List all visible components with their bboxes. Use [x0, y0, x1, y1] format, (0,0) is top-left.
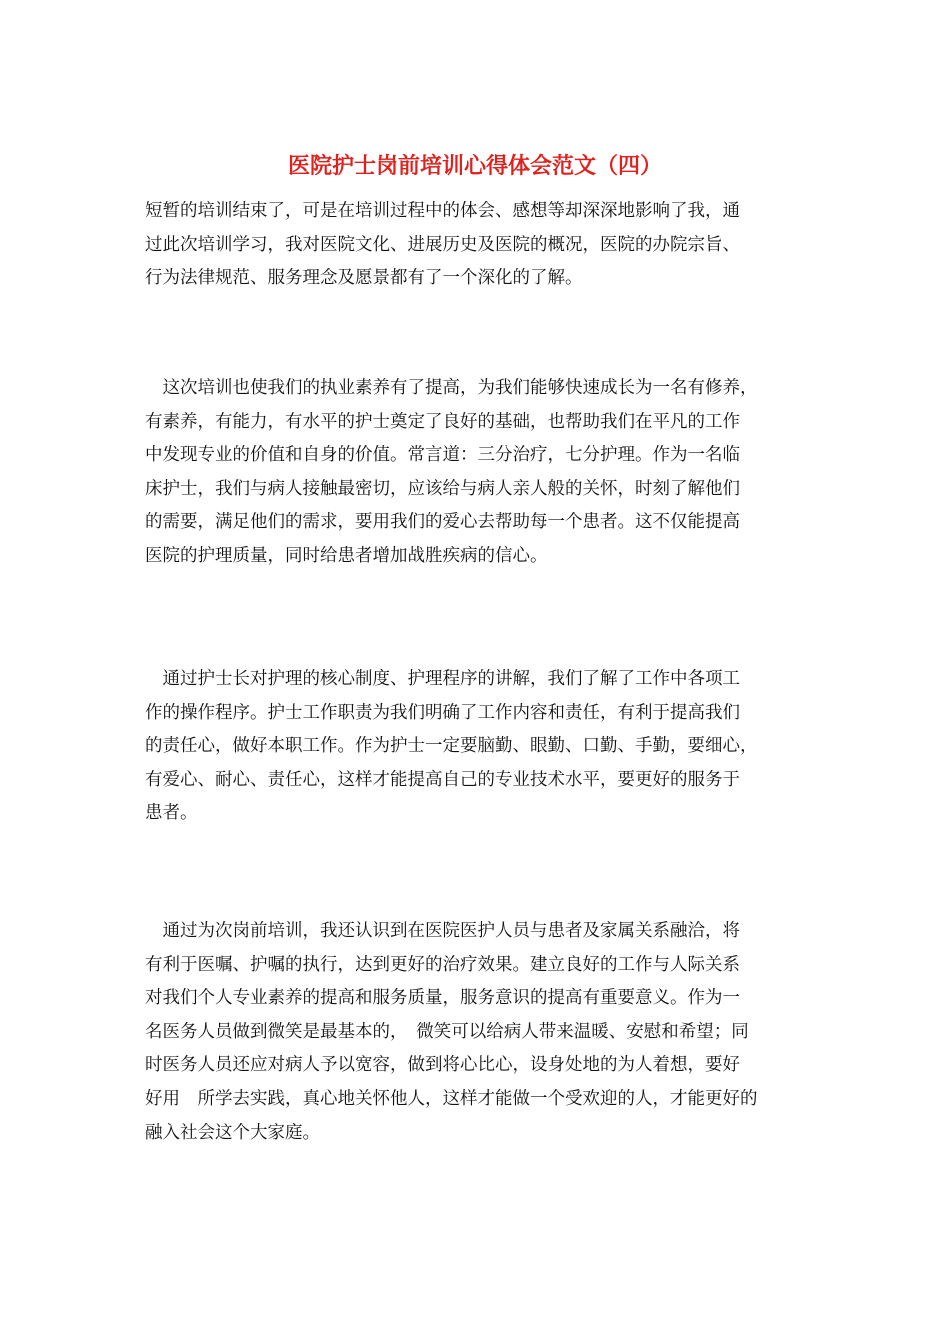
paragraph-2 [145, 372, 815, 574]
paragraph-line: 融入社会这个大家庭。 [145, 1122, 320, 1143]
paragraph-line: 好用 所学去实践，真心地关怀他人，这样才能做一个受欢迎的人，才能更好的 [145, 1088, 758, 1109]
paragraph-line: 时医务人员还应对病人予以宽容，做到将心比心，设身处地的为人着想，要好 [145, 1055, 740, 1076]
paragraph-line: 名医务人员做到微笑是最基本的， 微笑可以给病人带来温暖、安慰和希望；同 [145, 1021, 749, 1042]
paragraph-line: 作的操作程序。护士工作职责为我们明确了工作内容和责任，有利于提高我们 [145, 702, 740, 723]
paragraph-line: 行为法律规范、服务理念及愿景都有了一个深化的了解。 [145, 268, 583, 289]
paragraph-4 [145, 915, 815, 1150]
paragraph-line: 中发现专业的价值和自身的价值。常言道：三分治疗，七分护理。作为一名临 [145, 445, 740, 466]
paragraph-line: 这次培训也使我们的执业素养有了提高，为我们能够快速成长为一名有修养， [145, 378, 758, 398]
paragraph-line: 过此次培训学习，我对医院文化、进展历史及医院的概况，医院的办院宗旨、 [145, 234, 740, 255]
paragraph-line: 的需要，满足他们的需求，要用我们的爱心去帮助每一个患者。这不仅能提高 [145, 512, 740, 533]
paragraph-line: 短暂的培训结束了，可是在培训过程中的体会、感想等却深深地影响了我，通 [145, 201, 740, 221]
paragraph-1 [145, 195, 815, 296]
paragraph-line: 通过护士长对护理的核心制度、护理程序的讲解，我们了解了工作中各项工 [145, 669, 740, 689]
paragraph-line: 有爱心、耐心、责任心，这样才能提高自己的专业技术水平，要更好的服务于 [145, 769, 740, 790]
paragraph-3 [145, 663, 815, 831]
paragraph-line: 对我们个人专业素养的提高和服务质量，服务意识的提高有重要意义。作为一 [145, 988, 740, 1009]
paragraph-line: 有利于医嘱、护嘱的执行，达到更好的治疗效果。建立良好的工作与人际关系 [145, 954, 740, 975]
paragraph-line: 床护士，我们与病人接触最密切，应该给与病人亲人般的关怀，时刻了解他们 [145, 478, 740, 499]
paragraph-line: 通过为次岗前培训，我还认识到在医院医护人员与患者及家属关系融洽，将 [145, 921, 740, 941]
paragraph-line: 有素养，有能力，有水平的护士奠定了良好的基础，也帮助我们在平凡的工作 [145, 411, 740, 432]
paragraph-line: 医院的护理质量，同时给患者增加战胜疾病的信心。 [145, 545, 548, 566]
document-title: 医院护士岗前培训心得体会范文（四） [287, 154, 662, 179]
paragraph-line: 的责任心，做好本职工作。作为护士一定要脑勤、眼勤、口勤、手勤，要细心， [145, 736, 758, 757]
paragraph-line: 患者。 [145, 803, 198, 824]
